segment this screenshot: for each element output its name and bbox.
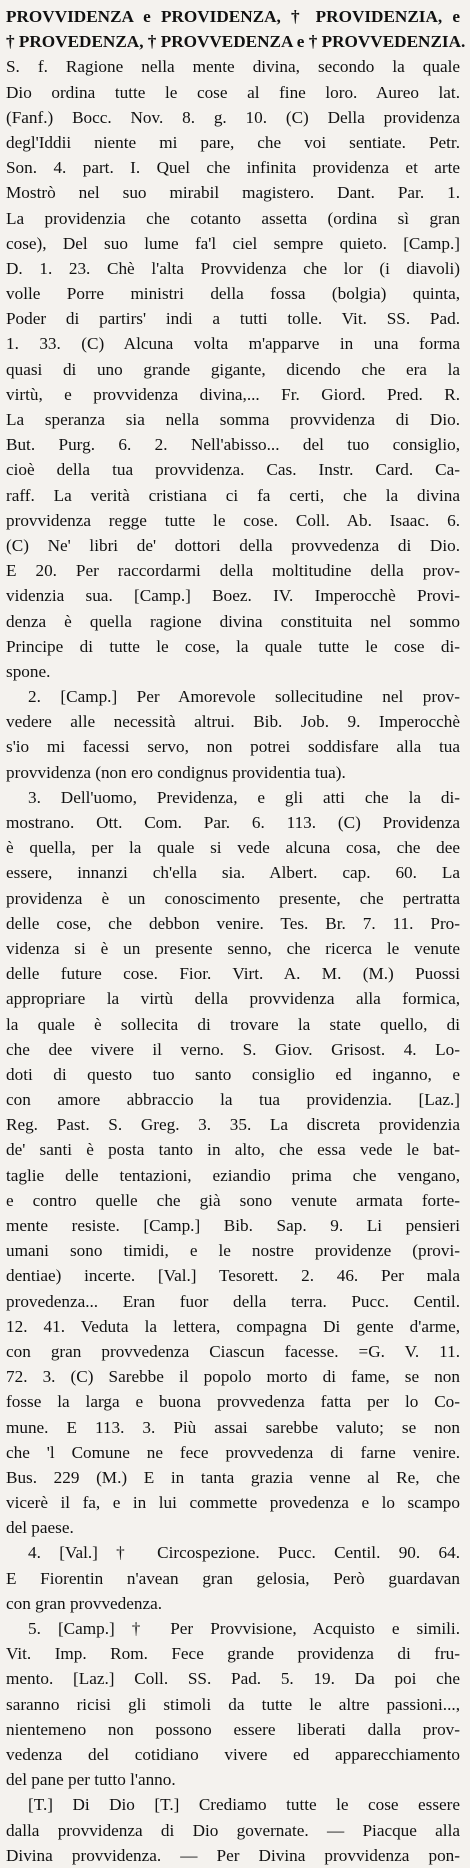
sense-line: saranno ricisi gli stimoli da tutte le altre passioni...,	[6, 1694, 460, 1714]
sense-line: taglie delle tentazioni, eziandio prima che vengano,	[6, 1165, 460, 1185]
sense-line: mostrano. Ott. Com. Par. 6. 113. (C) Providenza	[6, 813, 460, 832]
sense-line: provvidenza (non ero condignus providentia tua).	[6, 762, 346, 782]
text-line: Principe di tutte le cose, la quale tutte le cose di-	[6, 636, 460, 656]
sense-line: videnza si è un presente senno, che ricerca le venute	[6, 938, 460, 958]
sense-line: mente resiste. [Camp.] Bib. Sap. 9. Li pensieri	[6, 1216, 460, 1235]
text-line: spone.	[6, 661, 51, 681]
text-line: (C) Ne' libri de' dottori della provvedenza di Dio.	[6, 535, 460, 555]
sense-line: providenza è un conoscimento presente, che pertratta	[6, 888, 460, 908]
sense-line: Reg. Past. S. Greg. 3. 35. La discreta providenzia	[6, 1115, 460, 1135]
text-line: denza è quella ragione divina constituita nel sommo	[6, 611, 460, 631]
text-line: 1. 33. (C) Alcuna volta m'apparve in una forma	[6, 334, 460, 354]
sense-line: delle cose, che debbon venire. Tes. Br. 7. 11. Pro-	[6, 913, 460, 933]
sense-line: con amore abbraccio la tua providenzia. [Laz.]	[6, 1090, 460, 1110]
sense-line: dentiae) incerte. [Val.] Tesorett. 2. 46. Per mala	[6, 1266, 460, 1286]
text-line: videnzia sua. [Camp.] Boez. IV. Imperocchè Provi-	[6, 586, 460, 606]
sense-line: provedenza... Eran fuor della terra. Pucc. Centil.	[6, 1291, 460, 1311]
text-line: La speranza sia nella somma provvidenza di Dio.	[6, 410, 460, 429]
sense-line: fosse la larga e buona provvedenza fatta per lo Co-	[6, 1392, 460, 1412]
headword-line-2: † PROVEDENZA, † PROVVEDENZA e † PROVVEDENZIA.	[6, 32, 466, 52]
sense-line: 4. [Val.] † Circospezione. Pucc. Centil. 90. 64.	[28, 1543, 460, 1563]
text-line: raff. La verità cristiana ci fa certi, che la divina	[6, 485, 460, 505]
sense-line: dalla provvidenza di Dio governate. — Piacque alla	[6, 1820, 460, 1840]
text-line: cioè della tua provvidenza. Cas. Instr. Card. Ca-	[6, 460, 460, 480]
sense-1	[6, 54, 460, 684]
sense-line: 2. [Camp.] Per Amorevole sollecitudine nel prov-	[28, 687, 460, 707]
sense-line: 5. [Camp.] † Per Provvisione, Acquisto e simili.	[28, 1619, 460, 1638]
entry-provvidenza	[6, 4, 466, 1868]
sense-line: appropriare la virtù della provvidenza alla formica,	[6, 989, 460, 1009]
sense-line: Bus. 229 (M.) E in tanta grazia venne al Re, che	[6, 1467, 460, 1487]
text-line: Dio ordina tutte le cose al fine loro. Aureo lat.	[6, 82, 460, 102]
sense-line: è quella, per la quale si vede alcuna cosa, che dee	[6, 838, 460, 858]
sense-line: con gran provvedenza Ciascun facesse. =G. V. 11.	[6, 1341, 460, 1361]
sense-3	[6, 785, 460, 1541]
sense-line: [T.] Di Dio [T.] Crediamo tutte le cose essere	[28, 1795, 460, 1815]
sense-line: vedenza del cotidiano vivere ed apparecchiamento	[6, 1744, 460, 1764]
text-line: quasi di uno grande gigante, dicendo che era la	[6, 359, 460, 379]
sense-line: vicerè il fa, e in lui commette provedenza e lo scampo	[6, 1493, 460, 1513]
sense-line: delle future cose. Fior. Virt. A. M. (M.) Puossi	[6, 964, 460, 984]
text-line: (Fanf.) Bocc. Nov. 8. g. 10. (C) Della providenza	[6, 107, 460, 127]
sense-line: la quale è sollecita di trovare la state quello, di	[6, 1014, 460, 1034]
sense-line: che 'l Comune ne fece provvedenza di farne venire.	[6, 1442, 460, 1462]
text-line: Mostrò nel suo mirabil magistero. Dant. Par. 1.	[6, 183, 460, 203]
sense-line: e contro quelle che già sono venute armata forte-	[6, 1190, 460, 1210]
sense-line: nientemeno non possono essere liberati dalla prov-	[6, 1719, 460, 1739]
sense-line: del paese.	[6, 1518, 74, 1538]
sense-line: umani sono timidi, e le nostre providenze (provi-	[6, 1241, 460, 1261]
sense-line: con gran provvedenza.	[6, 1593, 163, 1613]
headword-line: PROVVIDENZA e PROVIDENZA, † PROVIDENZIA, e	[6, 7, 460, 26]
sense-line: del pane per tutto l'anno.	[6, 1770, 176, 1790]
sense-line: de' santi è posta tanto in alto, che essa vede le bat-	[6, 1140, 460, 1160]
sense-line: Divina provvidenza. — Per Divina provvidenza pon-	[6, 1845, 460, 1865]
sense-line: Vit. Imp. Rom. Fece grande providenza di fru-	[6, 1644, 460, 1664]
sense-line: 72. 3. (C) Sarebbe il popolo morto di fame, se non	[6, 1367, 460, 1387]
text-line: E 20. Per raccordarmi della moltitudine della prov-	[6, 561, 460, 581]
sense-line: che dee vivere il verno. S. Giov. Grisost. 4. Lo-	[6, 1039, 460, 1059]
text-line: But. Purg. 6. 2. Nell'abisso... del tuo consiglio,	[6, 435, 460, 455]
sense-line: mento. [Laz.] Coll. SS. Pad. 5. 19. Da poi che	[6, 1669, 460, 1689]
sense-line: mune. E 113. 3. Più assai sarebbe valuto; se non	[6, 1417, 460, 1437]
sense-line: s'io mi facessi servo, non potrei soddisfare alla tua	[6, 737, 460, 757]
text-line: Poder di partirs' indi a tutti tolle. Vit. SS. Pad.	[6, 309, 460, 329]
sense-line: 12. 41. Veduta la lettera, compagna Di gente d'arme,	[6, 1316, 460, 1336]
sense-2	[6, 684, 460, 785]
sense-line: vedere alle necessità altrui. Bib. Job. 9. Imperocchè	[6, 712, 460, 732]
sense-line: 3. Dell'uomo, Previdenza, e gli atti che la di-	[28, 787, 460, 807]
sense-5	[6, 1616, 460, 1792]
sense-6	[6, 1792, 460, 1868]
text-line: volle Porre ministri della fossa (bolgia) quinta,	[6, 284, 460, 304]
sense-line: doti di questo tuo santo consiglio ed inganno, e	[6, 1064, 460, 1084]
text-line: Son. 4. part. I. Quel che infinita providenza et arte	[6, 158, 460, 178]
text-line: S. f. Ragione nella mente divina, secondo la quale	[6, 57, 460, 77]
text-line: degl'Iddii niente mi pare, che voi sentiate. Petr.	[6, 132, 460, 152]
sense-line: essere, innanzi ch'ella sia. Albert. cap. 60. La	[6, 863, 460, 883]
text-line: virtù, e provvidenza divina,... Fr. Giord. Pred. R.	[6, 384, 460, 404]
text-line: cose), Del suo lume fa'l ciel sempre quieto. [Camp.]	[6, 233, 460, 253]
text-line: D. 1. 23. Chè l'alta Provvidenza che lor (i diavoli)	[6, 258, 460, 278]
sense-line: E Fiorentin n'avean gran gelosia, Però guardavan	[6, 1568, 460, 1588]
text-line: La providenzia che cotanto assetta (ordina sì gran	[6, 208, 460, 228]
sense-4	[6, 1540, 460, 1616]
text-line: provvidenza regge tutte le cose. Coll. Ab. Isaac. 6.	[6, 510, 460, 530]
